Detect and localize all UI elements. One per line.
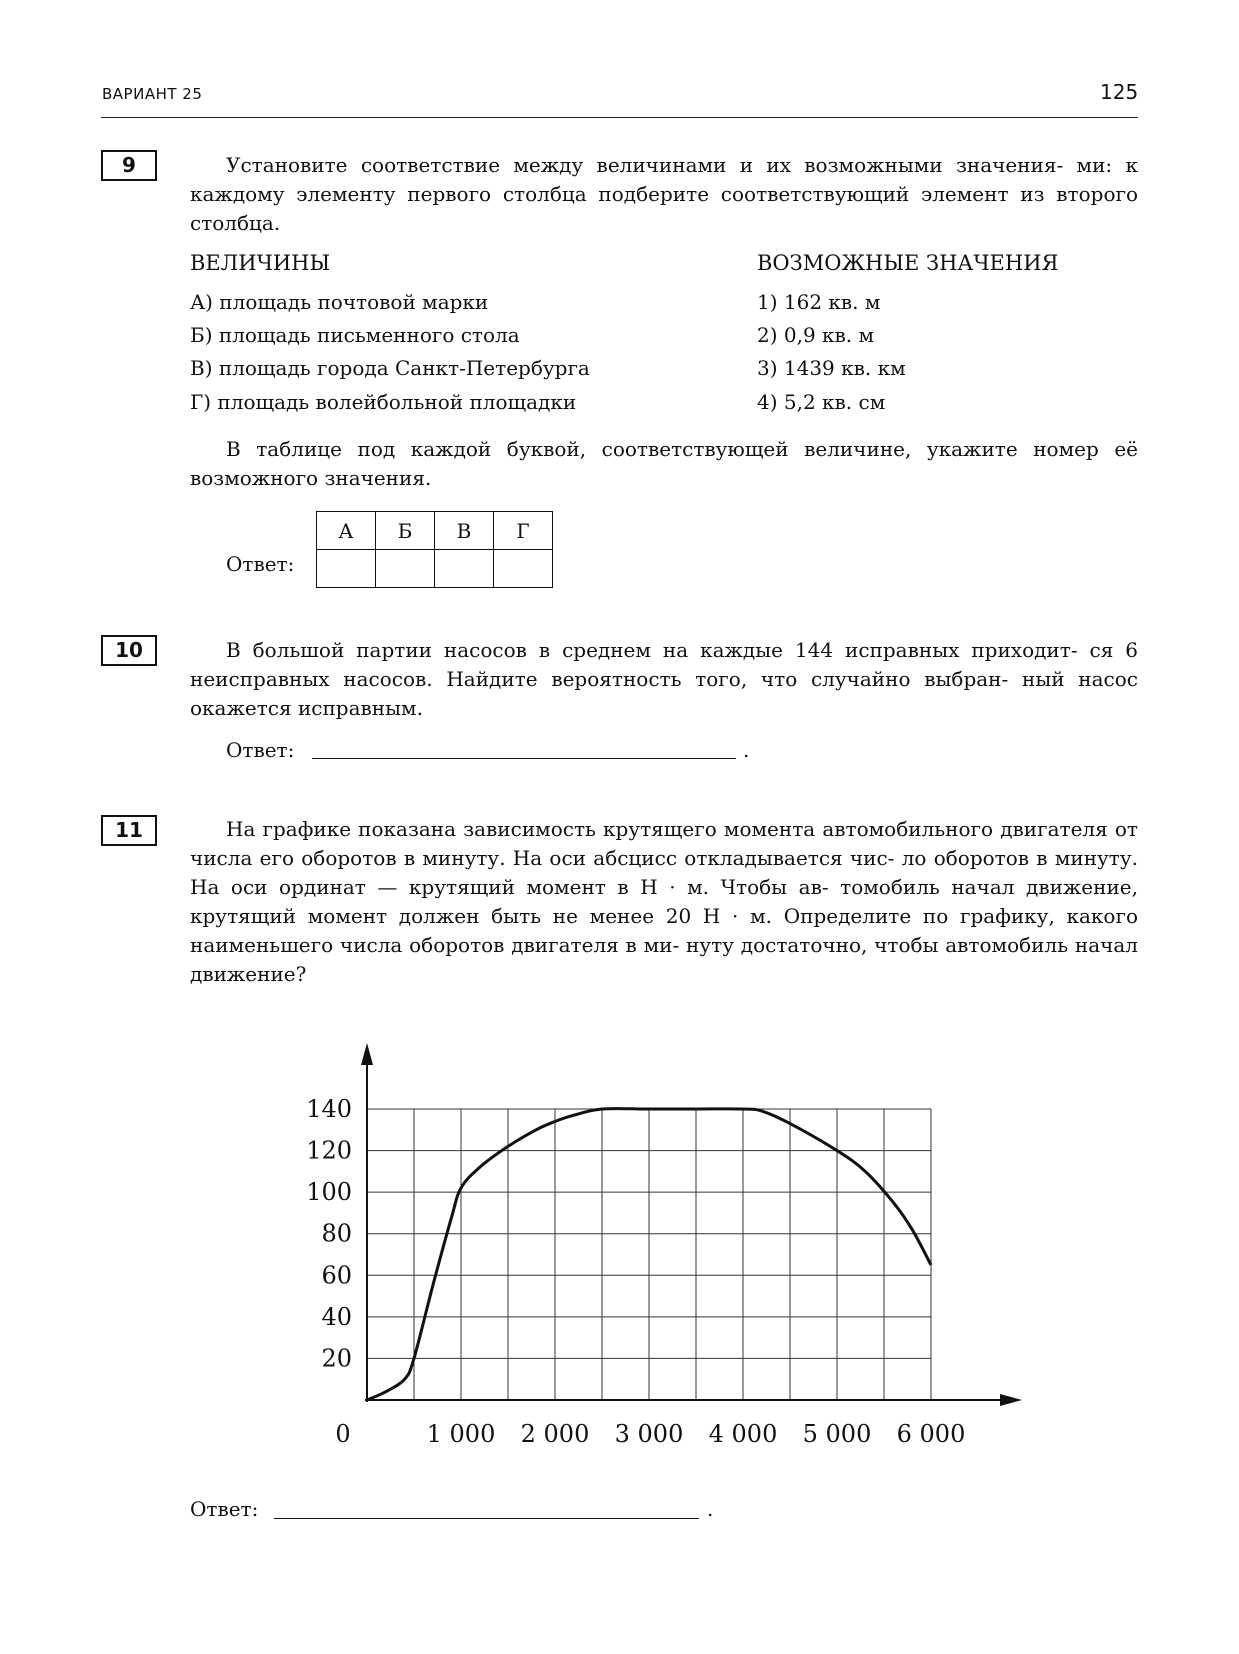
task-11-number: 11: [101, 815, 157, 846]
value-3: 3) 1439 кв. км: [757, 356, 906, 380]
task-10-text: В большой партии насосов в среднем на каждые 144 исправных приходит- ся 6 неисправных насосов. Найдите вероятность того, что случайно выбран- ный насос окажется исправным.: [190, 638, 1138, 720]
origin-label: 0: [335, 1420, 351, 1448]
y-tick-label: 120: [306, 1136, 352, 1165]
task-9-intro: Установите соответствие между величинами и их возможными значения- ми: к каждому элементу первого столбца подберите соответствующий элемент из второго столбца.: [190, 153, 1138, 235]
task-10-number: 10: [101, 635, 157, 666]
y-axis-arrow: [361, 1043, 373, 1065]
answer-table-header-b: Б: [376, 512, 435, 550]
x-tick-label: 5 000: [802, 1420, 872, 1448]
y-tick-label: 20: [321, 1344, 352, 1373]
x-tick-label: 2 000: [520, 1420, 590, 1448]
y-tick-label: 100: [306, 1178, 352, 1207]
x-axis-arrow: [1000, 1394, 1022, 1406]
values-title: ВОЗМОЖНЫЕ ЗНАЧЕНИЯ: [757, 251, 1059, 275]
x-tick-label: 3 000: [614, 1420, 684, 1448]
page-number: 125: [1100, 80, 1139, 104]
quantity-g: Г) площадь волейбольной площадки: [190, 390, 577, 414]
variant-header: ВАРИАНТ 25: [102, 85, 203, 103]
answer-table-header-g: Г: [494, 512, 553, 550]
value-4: 4) 5,2 кв. см: [757, 390, 886, 414]
y-tick-label: 40: [321, 1302, 352, 1331]
task-11-text: На графике показана зависимость крутящего момента автомобильного двигателя от числа его оборотов в минуту. На оси абсцисс откладывается чис- ло оборотов в минуту. На оси ординат — крутящий момент в Н · м. Чтобы ав- томобиль начал движение, крутящий момент должен быть не менее 20 Н · м. Определите по графику, какого наименьшего числа оборотов двигателя в ми- нуту достаточно, чтобы автомобиль начал движение?: [190, 817, 1138, 986]
y-tick-label: 140: [306, 1095, 352, 1123]
answer-table-header-v: В: [435, 512, 494, 550]
task-11-answer-line[interactable]: [274, 1518, 699, 1519]
quantity-b: Б) площадь письменного стола: [190, 323, 520, 347]
task-9-instruction: В таблице под каждой буквой, соответствующей величине, укажите номер её возможного значения.: [190, 437, 1138, 490]
y-tick-label: 80: [321, 1219, 352, 1248]
quantity-a: А) площадь почтовой марки: [190, 290, 489, 314]
task-10-answer-end: .: [743, 738, 750, 762]
task-11-answer-label: Ответ:: [190, 1497, 259, 1521]
value-1: 1) 162 кв. м: [757, 290, 881, 314]
quantities-title: ВЕЛИЧИНЫ: [190, 251, 331, 275]
x-tick-label: 6 000: [896, 1420, 966, 1448]
task-10-answer-label: Ответ:: [226, 738, 295, 762]
x-tick-label: 1 000: [426, 1420, 496, 1448]
value-2: 2) 0,9 кв. м: [757, 323, 875, 347]
task-11-answer-end: .: [707, 1497, 714, 1521]
answer-table-header-a: А: [317, 512, 376, 550]
y-tick-label: 60: [321, 1261, 352, 1290]
x-tick-label: 4 000: [708, 1420, 778, 1448]
quantity-v: В) площадь города Санкт-Петербурга: [190, 356, 590, 380]
task-9-answer-label: Ответ:: [226, 552, 295, 576]
task-9-number: 9: [101, 150, 157, 181]
